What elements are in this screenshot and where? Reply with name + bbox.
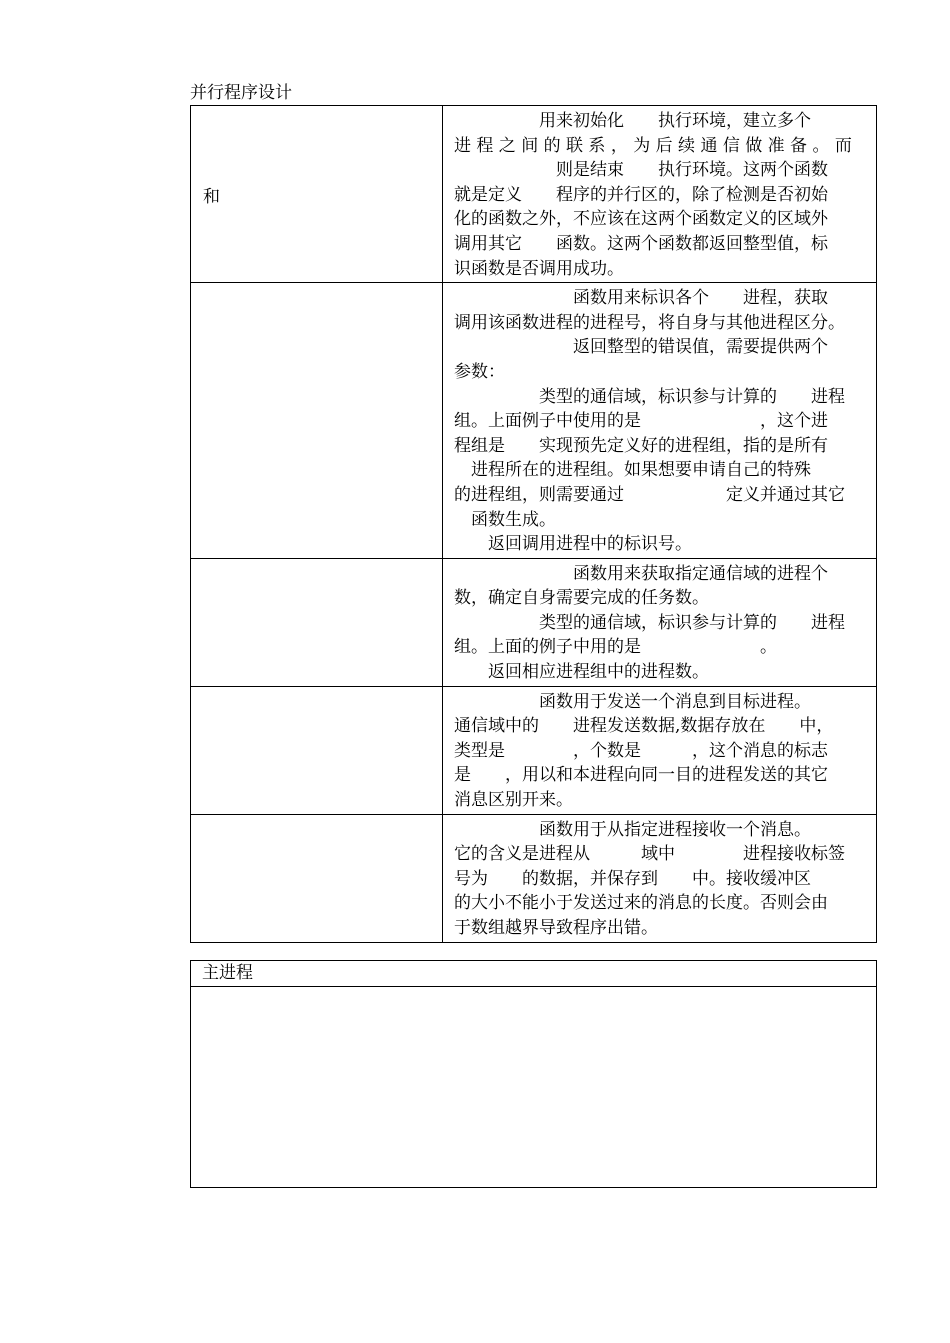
function-description-cell — [443, 814, 877, 942]
description-line: 号为 的数据，并保存到 中。接收缓冲区 — [454, 868, 811, 889]
description-line: 函数用于发送一个消息到目标进程。 — [454, 691, 811, 712]
table-row — [191, 686, 877, 814]
function-name-cell — [191, 558, 443, 686]
description-line: 数，确定自身需要完成的任务数。 — [454, 588, 709, 609]
description-line: 则是结束 执行环境。这两个函数 — [454, 160, 828, 181]
description-line: 消息区别开来。 — [454, 790, 573, 811]
description-line: 识函数是否调用成功。 — [454, 258, 624, 279]
description-line: 用来初始化 执行环境，建立多个 — [454, 111, 811, 131]
description-line: 类型的通信域，标识参与计算的 进程 — [454, 386, 845, 407]
description-line: 程组是 实现预先定义好的进程组，指的是所有 — [454, 435, 828, 456]
function-description-cell — [443, 283, 877, 559]
description-line: 就是定义 程序的并行区的，除了检测是否初始 — [454, 184, 828, 205]
description-line: 函数用来标识各个 进程，获取 — [454, 288, 828, 309]
function-name-cell: 和 — [191, 106, 443, 283]
description-line: 通信域中的 进程发送数据,数据存放在 中， — [454, 716, 834, 737]
description-line: 类型的通信域，标识参与计算的 进程 — [454, 612, 845, 633]
description-line: 于数组越界导致程序出错。 — [454, 918, 658, 938]
table-row — [191, 106, 877, 283]
description-line: 调用其它 函数。这两个函数都返回整型值，标 — [454, 233, 828, 254]
main-process-header: 主进程 — [191, 961, 876, 987]
function-description-cell — [443, 558, 877, 686]
description-line: 是 ，用以和本进程向同一目的进程发送的其它 — [454, 765, 828, 786]
description-line: 参数： — [454, 361, 505, 382]
description-line: 函数用于从指定进程接收一个消息。 — [454, 819, 811, 840]
function-description-cell — [443, 106, 877, 283]
description-line: 组。上面的例子中用的是 。 — [454, 637, 777, 658]
page-title: 并行程序设计 — [190, 83, 292, 103]
table-row — [191, 814, 877, 942]
description-line: 进程所在的进程组。如果想要申请自己的特殊 — [454, 460, 811, 481]
description-line: 组。上面例子中使用的是 ，这个进 — [454, 411, 828, 432]
description-line: 的进程组，则需要通过 定义并通过其它 — [454, 484, 845, 505]
description-line: 返回相应进程组中的进程数。 — [454, 662, 709, 683]
main-process-box — [190, 960, 877, 1188]
function-name-cell — [191, 814, 443, 942]
description-line: 函数生成。 — [454, 509, 556, 530]
description-line: 它的含义是进程从 域中 进程接收标签 — [454, 844, 845, 865]
description-line: 的大小不能小于发送过来的消息的长度。否则会由 — [454, 893, 828, 914]
table-row — [191, 558, 877, 686]
function-name-cell — [191, 283, 443, 559]
function-name-cell — [191, 686, 443, 814]
table-row — [191, 283, 877, 559]
description-line: 类型是 ，个数是 ，这个消息的标志 — [454, 740, 828, 761]
description-line: 化的函数之外，不应该在这两个函数定义的区域外 — [454, 209, 828, 230]
description-line: 调用该函数进程的进程号，将自身与其他进程区分。 — [454, 312, 845, 333]
function-table — [190, 105, 877, 943]
description-line: 返回调用进程中的标识号。 — [454, 534, 692, 555]
function-table-body — [191, 106, 877, 943]
description-line: 返回整型的错误值，需要提供两个 — [454, 337, 828, 358]
function-description-cell — [443, 686, 877, 814]
description-line: 函数用来获取指定通信域的进程个 — [454, 563, 828, 584]
description-line: 进 程 之 间 的 联 系 ， 为 后 续 通 信 做 准 备 。 而 — [454, 135, 852, 156]
